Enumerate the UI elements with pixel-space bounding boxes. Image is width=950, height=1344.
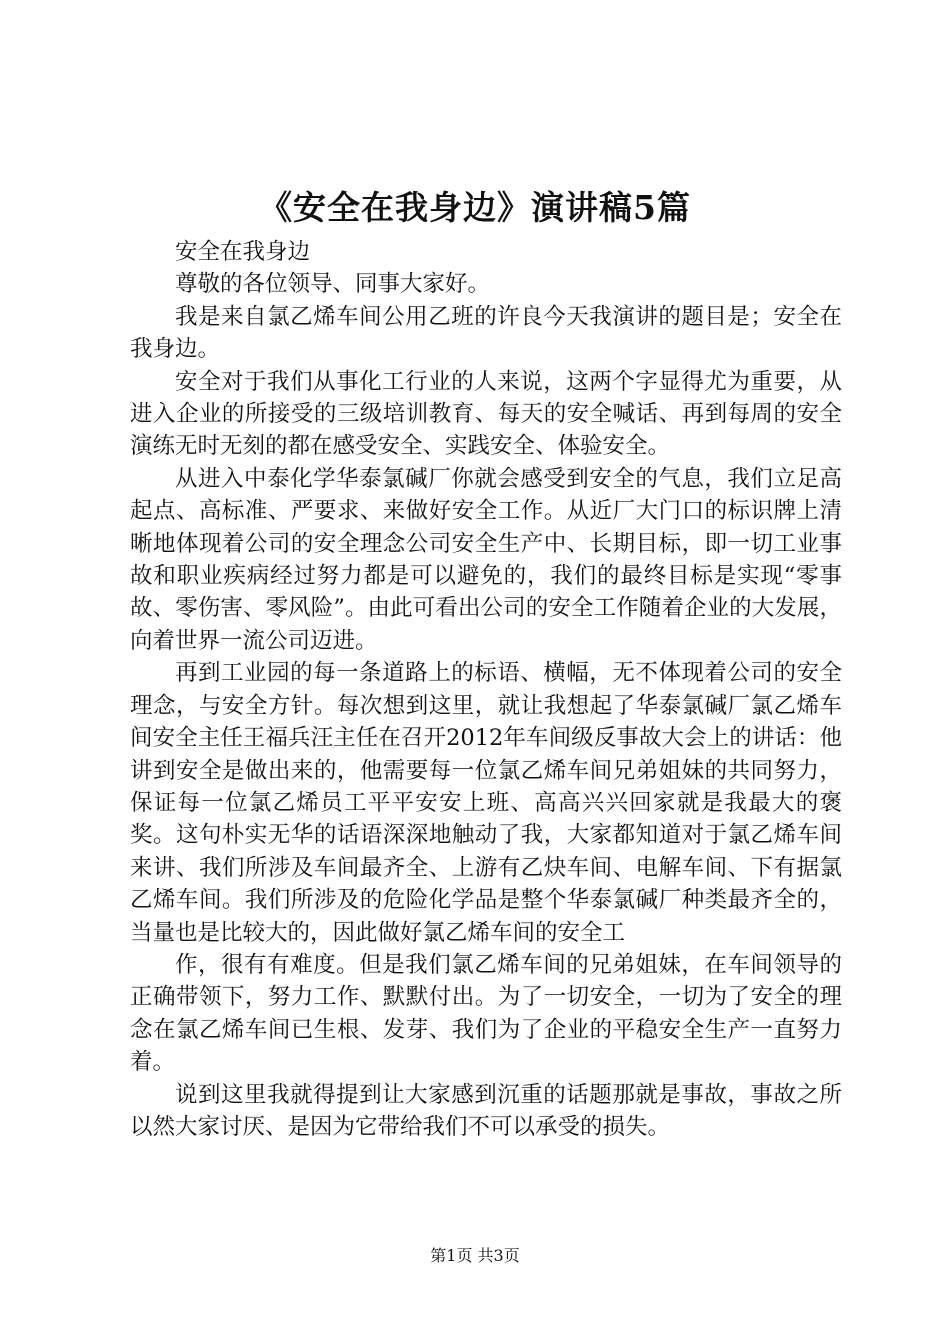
paragraph: 安全在我身边 <box>175 239 311 265</box>
paragraph: 我是来自氯乙烯车间公用乙班的许良今天我演讲的题目是；安全在我身边。 <box>130 303 842 363</box>
paragraph: 安全对于我们从事化工行业的人来说，这两个字显得尤为重要，从进入企业的所接受的三级培训教育、每天的安全喊话、再到每周的安全演练无时无刻的都在感受安全、实践安全、体验安全。 <box>130 368 842 460</box>
paragraph: 作，很有有难度。但是我们氯乙烯车间的兄弟姐妹，在车间领导的正确带领下，努力工作、默默付出。为了一切安全，一切为了安全的理念在氯乙烯车间已生根、发芽、我们为了企业的平稳安全生产一直努力着。 <box>130 951 842 1076</box>
page-number-footer: 第1页 共3页 <box>430 1246 520 1265</box>
paragraph: 尊敬的各位领导、同事大家好。 <box>175 271 491 298</box>
document-title: 《安全在我身边》演讲稿5篇 <box>259 188 691 227</box>
paragraph: 再到工业园的每一条道路上的标语、横幅，无不体现着公司的安全理念，与安全方针。每次想到这里，就让我想起了华泰氯碱厂氯乙烯车间安全主任王福兵汪主任在召开2012年车间级反事故大会上的讲话：他讲到安全是做出来的，他需要每一位氯乙烯车间兄弟姐妹的共同努力，保证每一位氯乙烯员工平平安安上班、高高兴兴回家就是我最大的褒奖。这句朴实无华的话语深深地触动了我，大家都知道对于氯乙烯车间来讲、我们所涉及车间最齐全、上游有乙炔车间、电解车间、下有据氯乙烯车间。我们所涉及的危险化学品是整个华泰氯碱厂种类最齐全的，当量也是比较大的，因此做好氯乙烯车间的安全工 <box>130 660 842 946</box>
paragraph: 说到这里我就得提到让大家感到沉重的话题那就是事故，事故之所以然大家讨厌、是因为它带给我们不可以承受的损失。 <box>130 1081 842 1140</box>
paragraph: 从进入中泰化学华泰氯碱厂你就会感受到安全的气息，我们立足高起点、高标准、严要求、来做好安全工作。从近厂大门口的标识牌上清晰地体现着公司的安全理念公司安全生产中、长期目标，即一切工业事故和职业疾病经过努力都是可以避免的，我们的最终目标是实现“零事故、零伤害、零风险”。由此可看出公司的安全工作随着企业的大发展，向着世界一流公司迈进。 <box>130 465 842 654</box>
document-body <box>130 236 842 1143</box>
